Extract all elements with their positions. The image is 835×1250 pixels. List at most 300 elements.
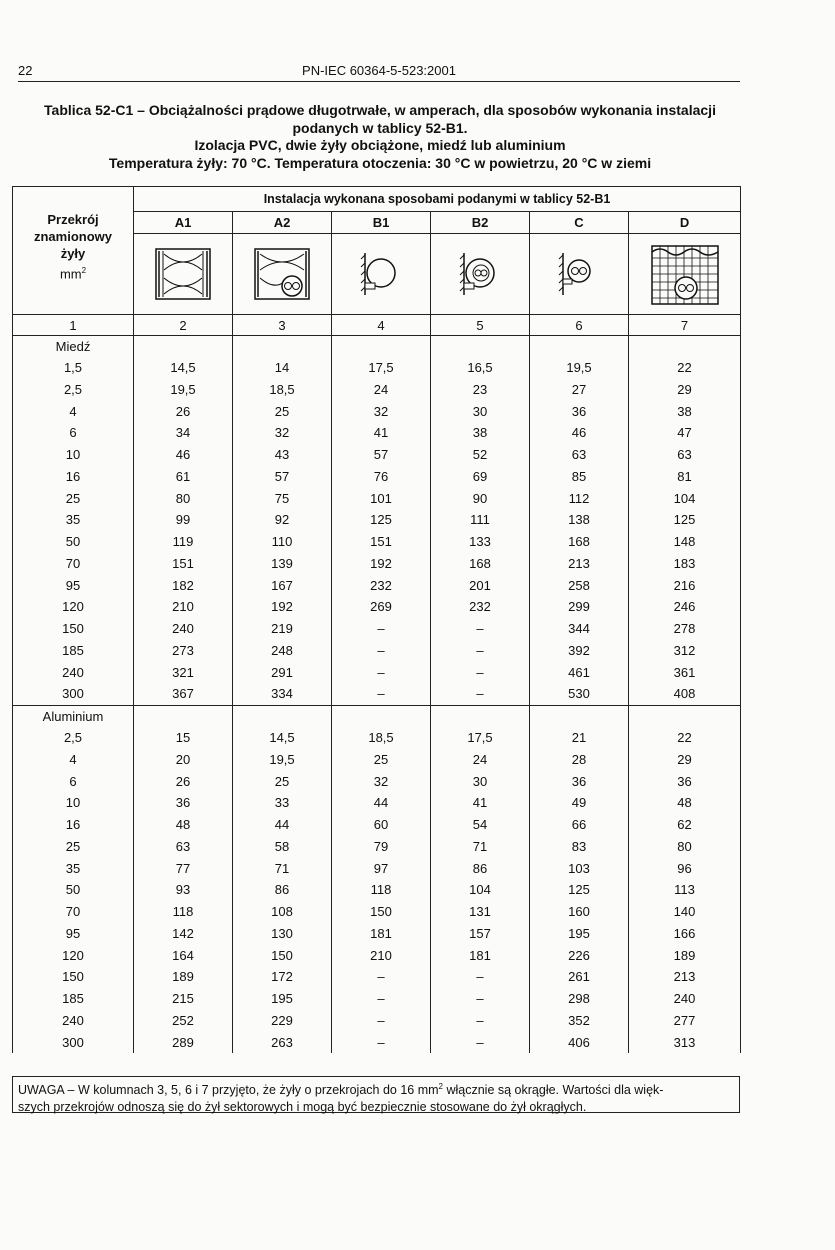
- table-title: [10, 102, 750, 172]
- ampacity-cell: 17,5: [332, 357, 431, 379]
- ampacity-cell: 263: [233, 1032, 332, 1054]
- ampacity-cell: 46: [134, 444, 233, 466]
- ampacity-cell: 58: [233, 836, 332, 858]
- ampacity-cell: 232: [332, 575, 431, 597]
- ampacity-cell: 25: [233, 771, 332, 793]
- ampacity-cell: 321: [134, 662, 233, 684]
- ampacity-cell: 181: [332, 923, 431, 945]
- ampacity-cell: 26: [134, 401, 233, 423]
- ampacity-cell: 168: [431, 553, 530, 575]
- ampacity-cell: 43: [233, 444, 332, 466]
- ampacity-cell: 312: [629, 640, 741, 662]
- ampacity-cell: 291: [233, 662, 332, 684]
- ampacity-cell: 16,5: [431, 357, 530, 379]
- title-line-3: Izolacja PVC, dwie żyły obciążone, miedź lub aluminium: [194, 137, 566, 153]
- ampacity-cell: 210: [134, 596, 233, 618]
- ampacity-cell: –: [431, 1032, 530, 1054]
- ampacity-cell: 32: [332, 401, 431, 423]
- ampacity-cell: 195: [530, 923, 629, 945]
- ampacity-cell: 133: [431, 531, 530, 553]
- column-number: 5: [431, 315, 530, 336]
- ampacity-cell: 101: [332, 488, 431, 510]
- ampacity-cell: 57: [233, 466, 332, 488]
- col-header-d: D: [629, 212, 741, 234]
- cross-section-cell: 240: [13, 1010, 134, 1032]
- ampacity-cell: 334: [233, 683, 332, 705]
- ampacity-cell: 27: [530, 379, 629, 401]
- ampacity-cell: 75: [233, 488, 332, 510]
- table-row: [13, 814, 741, 836]
- cross-section-cell: 2,5: [13, 727, 134, 749]
- column-number: 4: [332, 315, 431, 336]
- ampacity-cell: 20: [134, 749, 233, 771]
- empty-cell: [233, 336, 332, 358]
- ampacity-cell: 130: [233, 923, 332, 945]
- cross-section-cell: 6: [13, 422, 134, 444]
- ampacity-cell: 195: [233, 988, 332, 1010]
- table-note: [12, 1076, 740, 1113]
- ampacity-cell: 18,5: [332, 727, 431, 749]
- ampacity-cell: 62: [629, 814, 741, 836]
- empty-cell: [431, 706, 530, 728]
- table-row: [13, 618, 741, 640]
- col-header-b1: B1: [332, 212, 431, 234]
- cross-section-cell: 1,5: [13, 357, 134, 379]
- ampacity-cell: 22: [629, 727, 741, 749]
- table-row: [13, 531, 741, 553]
- cross-section-cell: 4: [13, 749, 134, 771]
- ampacity-cell: 14: [233, 357, 332, 379]
- cross-section-cell: 300: [13, 1032, 134, 1054]
- ampacity-cell: 46: [530, 422, 629, 444]
- ampacity-cell: 352: [530, 1010, 629, 1032]
- ampacity-cell: 167: [233, 575, 332, 597]
- table-row: [13, 444, 741, 466]
- ampacity-table: [12, 186, 741, 1053]
- section-label: Miedź: [13, 336, 134, 358]
- ampacity-cell: 104: [431, 879, 530, 901]
- group-header: Instalacja wykonana sposobami podanymi w tablicy 52-B1: [134, 187, 741, 212]
- table-row: [13, 553, 741, 575]
- cross-section-cell: 25: [13, 836, 134, 858]
- ampacity-cell: 361: [629, 662, 741, 684]
- column-number: 7: [629, 315, 741, 336]
- ampacity-cell: –: [332, 640, 431, 662]
- cross-section-cell: 50: [13, 879, 134, 901]
- cross-section-cell: 120: [13, 945, 134, 967]
- ampacity-cell: 119: [134, 531, 233, 553]
- ampacity-cell: 66: [530, 814, 629, 836]
- unit-label: $mm^2$: [59, 266, 87, 282]
- ampacity-cell: 118: [332, 879, 431, 901]
- table-row: [13, 727, 741, 749]
- ampacity-cell: –: [431, 618, 530, 640]
- ampacity-cell: 80: [629, 836, 741, 858]
- ampacity-cell: 189: [134, 966, 233, 988]
- ampacity-cell: 201: [431, 575, 530, 597]
- conduit-on-wall-icon: [431, 234, 530, 315]
- ampacity-cell: 60: [332, 814, 431, 836]
- cross-section-cell: 120: [13, 596, 134, 618]
- ampacity-cell: 41: [431, 792, 530, 814]
- ampacity-cell: –: [431, 966, 530, 988]
- ampacity-cell: –: [431, 683, 530, 705]
- ampacity-cell: 110: [233, 531, 332, 553]
- ampacity-cell: 273: [134, 640, 233, 662]
- ampacity-cell: 151: [332, 531, 431, 553]
- ampacity-cell: 19,5: [134, 379, 233, 401]
- ampacity-cell: 406: [530, 1032, 629, 1054]
- ampacity-cell: 181: [431, 945, 530, 967]
- cross-section-cell: 95: [13, 575, 134, 597]
- ampacity-cell: 63: [530, 444, 629, 466]
- ampacity-cell: 461: [530, 662, 629, 684]
- ampacity-cell: 30: [431, 771, 530, 793]
- ampacity-cell: 63: [134, 836, 233, 858]
- cross-section-header: [13, 187, 134, 315]
- ampacity-cell: 36: [530, 771, 629, 793]
- cross-section-cell: 6: [13, 771, 134, 793]
- ampacity-cell: 97: [332, 858, 431, 880]
- table-row: [13, 640, 741, 662]
- col-header-b2: B2: [431, 212, 530, 234]
- ampacity-cell: –: [332, 618, 431, 640]
- ampacity-cell: 108: [233, 901, 332, 923]
- ampacity-cell: 41: [332, 422, 431, 444]
- table-row: [13, 879, 741, 901]
- cross-section-cell: 300: [13, 683, 134, 705]
- ampacity-cell: 34: [134, 422, 233, 444]
- empty-cell: [431, 336, 530, 358]
- ampacity-cell: 69: [431, 466, 530, 488]
- cross-section-cell: 4: [13, 401, 134, 423]
- ampacity-cell: 140: [629, 901, 741, 923]
- ampacity-cell: 216: [629, 575, 741, 597]
- ampacity-cell: 57: [332, 444, 431, 466]
- ampacity-cell: 164: [134, 945, 233, 967]
- ampacity-cell: 36: [629, 771, 741, 793]
- ampacity-cell: 49: [530, 792, 629, 814]
- clipped-cable-on-wall-icon: [530, 234, 629, 315]
- col-header-a1: A1: [134, 212, 233, 234]
- table-row: [13, 422, 741, 444]
- ampacity-cell: –: [431, 988, 530, 1010]
- ampacity-cell: 269: [332, 596, 431, 618]
- table-row: [13, 836, 741, 858]
- empty-cell: [629, 336, 741, 358]
- header-line: żyły: [60, 246, 86, 261]
- ampacity-cell: 28: [530, 749, 629, 771]
- ampacity-cell: 86: [431, 858, 530, 880]
- cross-section-cell: 35: [13, 509, 134, 531]
- note-line-1: UWAGA – W kolumnach 3, 5, 6 i 7 przyjęto, że żyły o przekrojach do 16 $mm^2$ włącznie są okrągłe. Wartości dla więk-: [18, 1082, 664, 1098]
- ampacity-cell: –: [332, 1032, 431, 1054]
- header-line: znamionowy: [33, 229, 112, 244]
- ampacity-cell: 113: [629, 879, 741, 901]
- ampacity-cell: 24: [332, 379, 431, 401]
- ampacity-cell: 240: [134, 618, 233, 640]
- cross-section-cell: 95: [13, 923, 134, 945]
- ampacity-cell: 232: [431, 596, 530, 618]
- page-header: [18, 63, 740, 83]
- ampacity-cell: 118: [134, 901, 233, 923]
- ampacity-cell: 54: [431, 814, 530, 836]
- ampacity-cell: 44: [233, 814, 332, 836]
- ampacity-cell: 150: [332, 901, 431, 923]
- ampacity-cell: 157: [431, 923, 530, 945]
- header-rule: [18, 81, 740, 82]
- ampacity-cell: 93: [134, 879, 233, 901]
- ampacity-cell: 248: [233, 640, 332, 662]
- ampacity-cell: –: [332, 966, 431, 988]
- section-header-row: [13, 706, 741, 728]
- table-row: [13, 357, 741, 379]
- table-row: [13, 509, 741, 531]
- cross-section-cell: 150: [13, 966, 134, 988]
- ampacity-cell: 166: [629, 923, 741, 945]
- column-number: 2: [134, 315, 233, 336]
- ampacity-cell: 240: [629, 988, 741, 1010]
- empty-cell: [530, 336, 629, 358]
- ampacity-cell: 148: [629, 531, 741, 553]
- cable-in-ground-duct-icon: [629, 234, 741, 315]
- ampacity-cell: 63: [629, 444, 741, 466]
- ampacity-cell: 344: [530, 618, 629, 640]
- ampacity-cell: 150: [233, 945, 332, 967]
- ampacity-cell: 48: [629, 792, 741, 814]
- cross-section-cell: 70: [13, 901, 134, 923]
- ampacity-cell: 189: [629, 945, 741, 967]
- table-row: [13, 792, 741, 814]
- cross-section-cell: 2,5: [13, 379, 134, 401]
- ampacity-cell: 111: [431, 509, 530, 531]
- ampacity-cell: 90: [431, 488, 530, 510]
- ampacity-cell: 192: [233, 596, 332, 618]
- ampacity-cell: 36: [530, 401, 629, 423]
- ampacity-cell: 139: [233, 553, 332, 575]
- ampacity-cell: 17,5: [431, 727, 530, 749]
- cross-section-cell: 50: [13, 531, 134, 553]
- cross-section-cell: 25: [13, 488, 134, 510]
- table-row: [13, 1010, 741, 1032]
- ampacity-cell: 14,5: [233, 727, 332, 749]
- table-row: [13, 401, 741, 423]
- ampacity-cell: 252: [134, 1010, 233, 1032]
- ampacity-cell: 103: [530, 858, 629, 880]
- ampacity-cell: 213: [629, 966, 741, 988]
- ampacity-cell: –: [332, 1010, 431, 1032]
- ampacity-cell: 25: [233, 401, 332, 423]
- ampacity-cell: 26: [134, 771, 233, 793]
- ampacity-cell: 81: [629, 466, 741, 488]
- ampacity-cell: 23: [431, 379, 530, 401]
- ampacity-cell: 99: [134, 509, 233, 531]
- ampacity-cell: 29: [629, 379, 741, 401]
- empty-cell: [530, 706, 629, 728]
- ampacity-cell: 79: [332, 836, 431, 858]
- title-line-4: Temperatura żyły: 70 °C. Temperatura otoczenia: 30 °C w powietrzu, 20 °C w ziemi: [108, 154, 652, 171]
- ampacity-cell: 298: [530, 988, 629, 1010]
- table-row: [13, 988, 741, 1010]
- ampacity-cell: 215: [134, 988, 233, 1010]
- ampacity-cell: 213: [530, 553, 629, 575]
- table-row: [13, 901, 741, 923]
- header-line: Przekrój: [47, 212, 99, 227]
- table-row: [13, 488, 741, 510]
- ampacity-cell: 30: [431, 401, 530, 423]
- empty-cell: [233, 706, 332, 728]
- cross-section-cell: 10: [13, 444, 134, 466]
- cross-section-cell: 185: [13, 640, 134, 662]
- ampacity-cell: 25: [332, 749, 431, 771]
- section-header-row: [13, 336, 741, 358]
- ampacity-cell: 92: [233, 509, 332, 531]
- table-row: [13, 466, 741, 488]
- ampacity-cell: 104: [629, 488, 741, 510]
- ampacity-cell: 125: [530, 879, 629, 901]
- table-row: [13, 945, 741, 967]
- ampacity-cell: 22: [629, 357, 741, 379]
- ampacity-cell: 47: [629, 422, 741, 444]
- ampacity-cell: 183: [629, 553, 741, 575]
- ampacity-cell: –: [332, 988, 431, 1010]
- col-header-c: C: [530, 212, 629, 234]
- section-label: Aluminium: [13, 706, 134, 728]
- ampacity-cell: 19,5: [233, 749, 332, 771]
- cross-section-cell: 35: [13, 858, 134, 880]
- ampacity-cell: 278: [629, 618, 741, 640]
- ampacity-cell: 392: [530, 640, 629, 662]
- ampacity-cell: 61: [134, 466, 233, 488]
- ampacity-cell: 138: [530, 509, 629, 531]
- table-row: [13, 683, 741, 705]
- ampacity-cell: 29: [629, 749, 741, 771]
- ampacity-cell: –: [431, 640, 530, 662]
- cross-section-cell: 70: [13, 553, 134, 575]
- ampacity-cell: 14,5: [134, 357, 233, 379]
- title-line-2: podanych w tablicy 52-B1.: [292, 119, 468, 136]
- ampacity-cell: –: [431, 1010, 530, 1032]
- ampacity-cell: 33: [233, 792, 332, 814]
- ampacity-cell: 172: [233, 966, 332, 988]
- ampacity-cell: 48: [134, 814, 233, 836]
- column-number: 1: [13, 315, 134, 336]
- cross-section-cell: 16: [13, 466, 134, 488]
- ampacity-cell: 76: [332, 466, 431, 488]
- ampacity-cell: 32: [332, 771, 431, 793]
- ampacity-cell: 24: [431, 749, 530, 771]
- empty-cell: [134, 336, 233, 358]
- empty-cell: [629, 706, 741, 728]
- ampacity-cell: 44: [332, 792, 431, 814]
- ampacity-cell: –: [431, 662, 530, 684]
- empty-cell: [332, 706, 431, 728]
- ampacity-cell: 261: [530, 966, 629, 988]
- ampacity-cell: 15: [134, 727, 233, 749]
- ampacity-cell: 229: [233, 1010, 332, 1032]
- ampacity-cell: 125: [332, 509, 431, 531]
- ampacity-cell: 77: [134, 858, 233, 880]
- ampacity-cell: –: [332, 683, 431, 705]
- ampacity-cell: 192: [332, 553, 431, 575]
- ampacity-cell: 21: [530, 727, 629, 749]
- cable-in-insulated-wall-icon: [134, 234, 233, 315]
- empty-cell: [134, 706, 233, 728]
- ampacity-cell: 18,5: [233, 379, 332, 401]
- ampacity-cell: 85: [530, 466, 629, 488]
- ampacity-cell: 86: [233, 879, 332, 901]
- ampacity-cell: 19,5: [530, 357, 629, 379]
- ampacity-cell: 299: [530, 596, 629, 618]
- table-row: [13, 379, 741, 401]
- cross-section-cell: 16: [13, 814, 134, 836]
- ampacity-cell: 168: [530, 531, 629, 553]
- cross-section-cell: 150: [13, 618, 134, 640]
- table-row: [13, 1032, 741, 1054]
- ampacity-cell: 38: [431, 422, 530, 444]
- ampacity-cell: 131: [431, 901, 530, 923]
- table-row: [13, 966, 741, 988]
- ampacity-cell: 142: [134, 923, 233, 945]
- ampacity-cell: 313: [629, 1032, 741, 1054]
- table-row: [13, 749, 741, 771]
- ampacity-cell: 160: [530, 901, 629, 923]
- note-line-2: szych przekrojów odnoszą się do żył sektorowych i mogą być bezpiecznie stosowane do żył okrągłych.: [18, 1100, 587, 1115]
- table-row: [13, 771, 741, 793]
- ampacity-cell: 258: [530, 575, 629, 597]
- cross-section-cell: 10: [13, 792, 134, 814]
- ampacity-cell: 112: [530, 488, 629, 510]
- ampacity-cell: 71: [233, 858, 332, 880]
- cross-section-cell: 240: [13, 662, 134, 684]
- col-header-a2: A2: [233, 212, 332, 234]
- cable-in-insulated-wall-icon: [233, 234, 332, 315]
- ampacity-cell: 151: [134, 553, 233, 575]
- table-row: [13, 858, 741, 880]
- column-number: 6: [530, 315, 629, 336]
- ampacity-cell: 96: [629, 858, 741, 880]
- ampacity-cell: 367: [134, 683, 233, 705]
- column-number: 3: [233, 315, 332, 336]
- ampacity-cell: 289: [134, 1032, 233, 1054]
- standard-number: PN-IEC 60364-5-523:2001: [302, 63, 456, 78]
- table-row: [13, 662, 741, 684]
- ampacity-cell: 530: [530, 683, 629, 705]
- ampacity-cell: 210: [332, 945, 431, 967]
- ampacity-cell: 182: [134, 575, 233, 597]
- ampacity-cell: 125: [629, 509, 741, 531]
- ampacity-cell: 36: [134, 792, 233, 814]
- cross-section-cell: 185: [13, 988, 134, 1010]
- ampacity-cell: 80: [134, 488, 233, 510]
- page-number: 22: [18, 63, 33, 78]
- empty-cell: [332, 336, 431, 358]
- conduit-on-wall-icon: [332, 234, 431, 315]
- ampacity-cell: –: [332, 662, 431, 684]
- ampacity-cell: 219: [233, 618, 332, 640]
- ampacity-cell: 226: [530, 945, 629, 967]
- table-row: [13, 923, 741, 945]
- ampacity-cell: 71: [431, 836, 530, 858]
- ampacity-cell: 246: [629, 596, 741, 618]
- title-line-1: Tablica 52-C1 – Obciążalności prądowe długotrwałe, w amperach, dla sposobów wykonania instalacji: [44, 102, 716, 118]
- ampacity-cell: 277: [629, 1010, 741, 1032]
- ampacity-cell: 52: [431, 444, 530, 466]
- table-row: [13, 575, 741, 597]
- ampacity-cell: 408: [629, 683, 741, 705]
- table-row: [13, 596, 741, 618]
- ampacity-cell: 83: [530, 836, 629, 858]
